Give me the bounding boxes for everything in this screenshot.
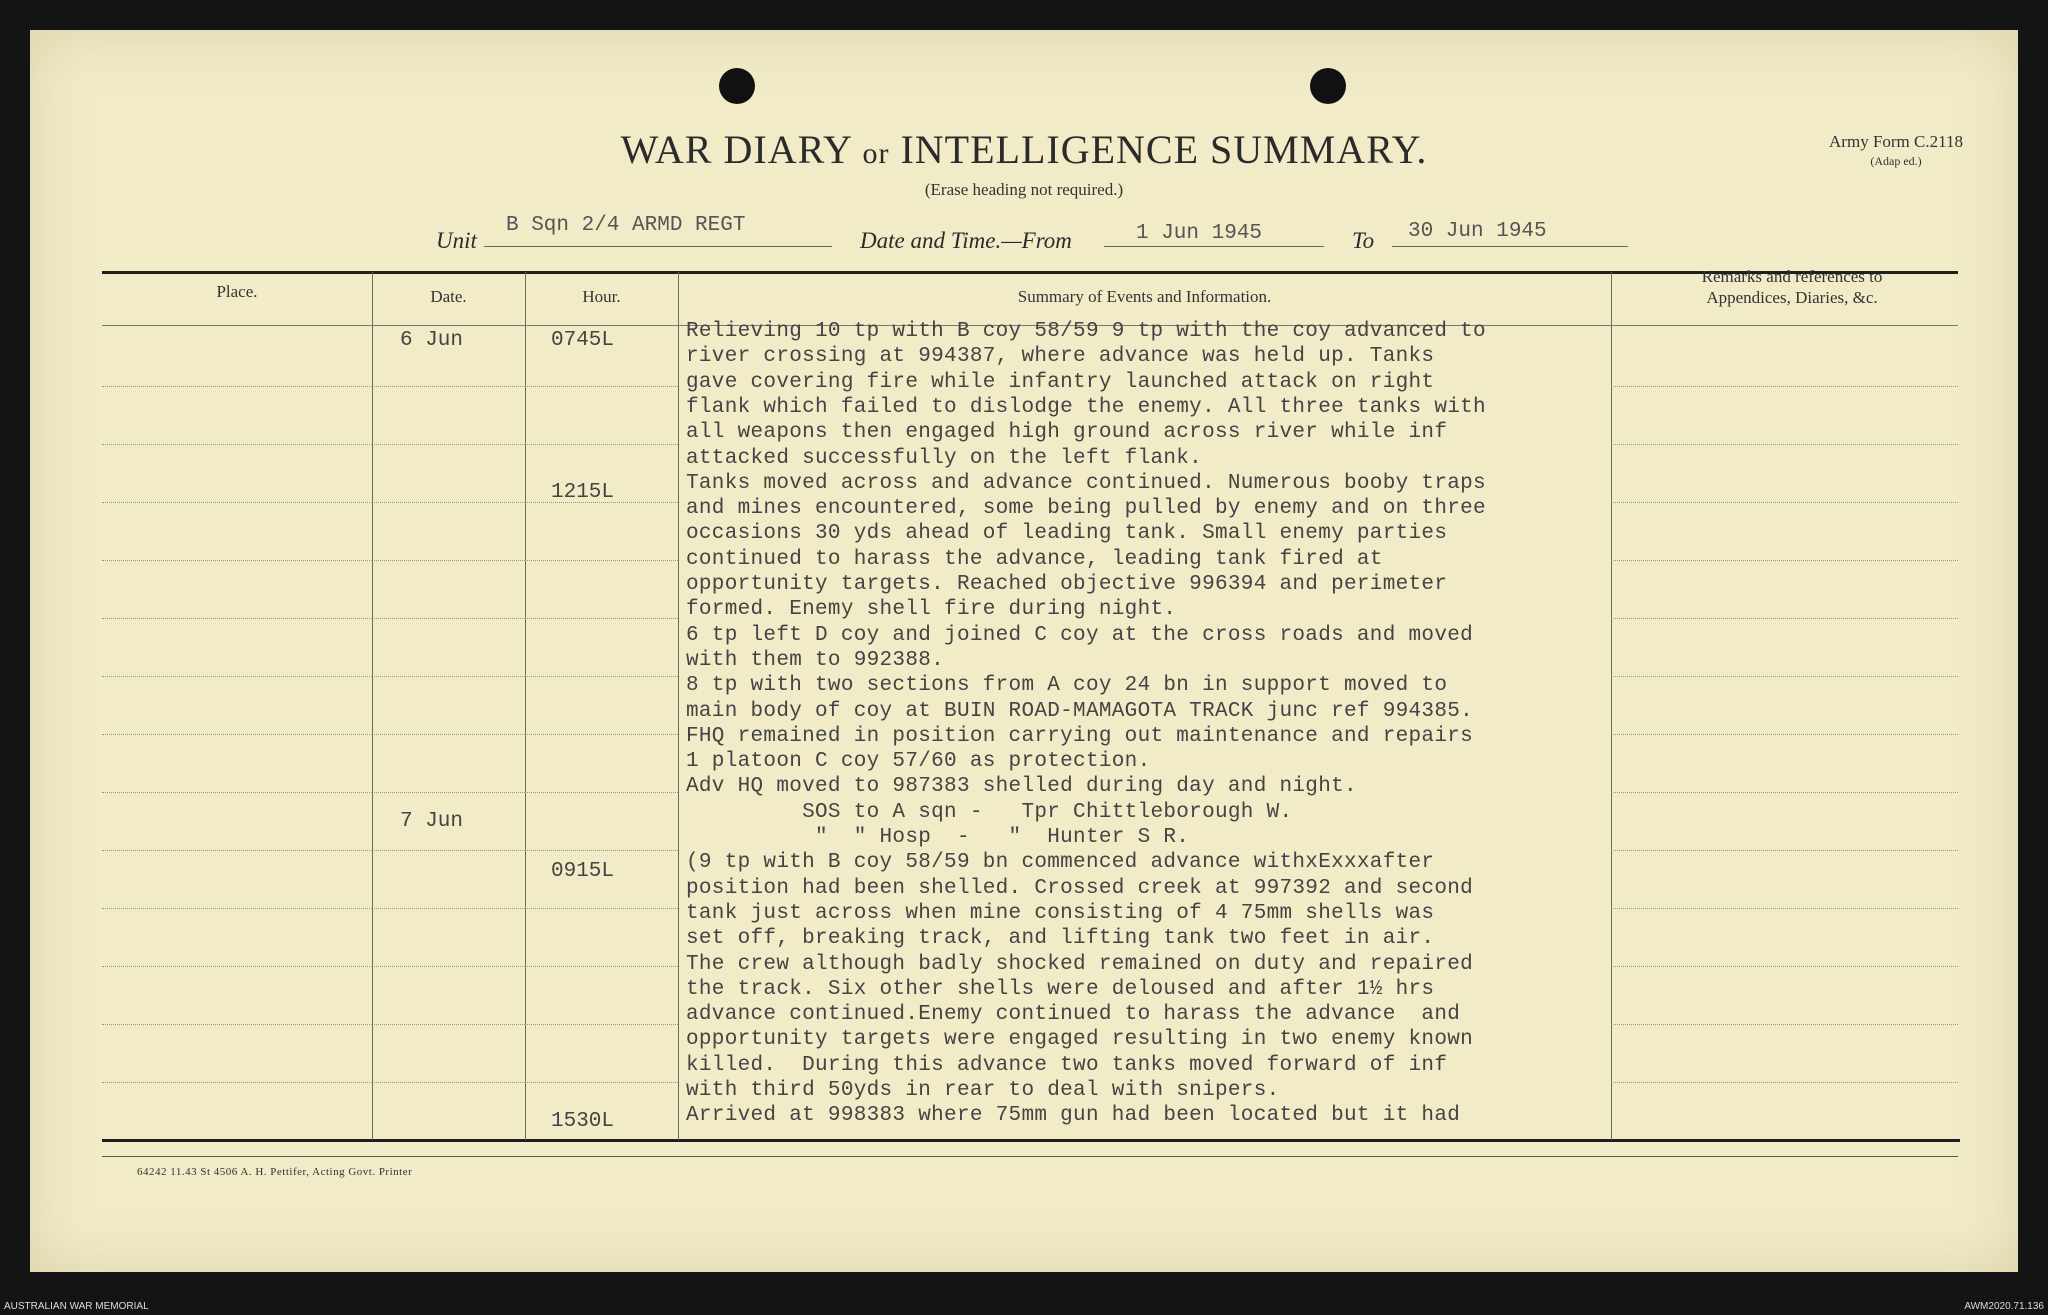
summary-line: " " Hosp - " Hunter S R. [686,826,1190,849]
summary-line: Adv HQ moved to 987383 shelled during day and night. [686,775,1357,799]
ruled-line [525,386,678,387]
ruled-line [102,386,372,387]
entry-date-6jun: 6 Jun [400,329,464,352]
date-to-value: 30 Jun 1945 [1408,220,1547,243]
summary-line: formed. Enemy shell fire during night. [686,598,1177,622]
printer-imprint: 64242 11.43 St 4506 A. H. Pettifer, Acting Govt. Printer [137,1166,413,1178]
col-divider-place-date [372,272,373,1140]
remarks-header-line1: Remarks and references to [1701,267,1883,286]
to-underline [1392,246,1628,247]
col-divider-summary-remarks [1611,272,1612,1140]
ruled-line [372,560,525,561]
army-form-label [1829,132,1963,169]
col-header-date: Date. [430,287,467,306]
table-bottom-rule [102,1139,1960,1142]
archive-label: AUSTRALIAN WAR MEMORIAL [4,1301,149,1312]
summary-line: 8 tp with two sections from A coy 24 bn in support moved to [686,674,1448,698]
page-title [0,126,2048,173]
punch-hole-right [1310,68,1346,104]
ruled-line [1611,386,1958,387]
summary-line: continued to harass the advance, leading tank fired at [686,547,1383,571]
army-form-number: Army Form C.2118 [1829,132,1963,151]
ruled-line [372,1082,525,1083]
entry-hour-1530: 1530L [551,1110,615,1133]
ruled-line [1611,1024,1958,1025]
ruled-line [525,908,678,909]
date-from-value: 1 Jun 1945 [1136,222,1263,245]
army-form-sub: (Adap ed.) [1870,154,1922,168]
ruled-line [102,966,372,967]
ruled-line [1611,734,1958,735]
punch-hole-left [719,68,755,104]
ruled-line [102,792,372,793]
col-divider-date-hour [525,272,526,1140]
subtitle: (Erase heading not required.) [924,180,1124,199]
unit-date-row [0,214,2048,254]
summary-line: Tanks moved across and advance continued. Numerous booby traps [686,471,1486,495]
summary-line: all weapons then engaged high ground across river while inf [686,421,1448,445]
unit-label: Unit [436,228,477,253]
title-intelligence-summary: INTELLIGENCE SUMMARY. [900,127,1428,172]
ruled-line [372,676,525,677]
col-header-place: Place. [216,282,258,301]
ruled-line [525,1082,678,1083]
summary-line: opportunity targets were engaged resulting in two enemy known [686,1028,1474,1052]
summary-line: with third 50yds in rear to deal with snipers. [686,1079,1280,1102]
title-war-diary: WAR DIARY [620,127,852,172]
ruled-line [102,444,372,445]
ruled-line [102,560,372,561]
ruled-line [525,850,678,851]
ruled-line [372,734,525,735]
ruled-line [1611,908,1958,909]
date-to-label: To [1352,228,1375,253]
summary-line: advance continued.Enemy continued to harass the advance and [686,1003,1461,1027]
ruled-line [372,1024,525,1025]
summary-line: river crossing at 994387, where advance was held up. Tanks [686,345,1435,369]
ruled-line [1611,502,1958,503]
ruled-line [372,386,525,387]
ruled-line [372,966,525,967]
entry-hour-0745: 0745L [551,329,615,352]
summary-line: (9 tp with B coy 58/59 bn commenced advance withxExxxafter [686,851,1435,875]
ruled-line [525,1024,678,1025]
summary-line: opportunity targets. Reached objective 996394 and perimeter [686,573,1448,596]
summary-line: main body of coy at BUIN ROAD-MAMAGOTA TRACK junc ref 994385. [686,699,1474,723]
ruled-line [1611,444,1958,445]
summary-line: position had been shelled. Crossed creek at 997392 and second [686,876,1474,900]
summary-line: set off, breaking track, and lifting tank two feet in air. [686,927,1435,951]
ruled-line [1611,850,1958,851]
remarks-header-line2: Appendices, Diaries, &c. [1706,288,1878,307]
ruled-line [372,502,525,503]
title-or: or [862,137,890,170]
ruled-line [102,908,372,909]
unit-value: B Sqn 2/4 ARMD REGT [506,214,746,237]
ruled-line [1611,966,1958,967]
entry-hour-0915: 0915L [551,860,615,883]
ruled-line [1611,618,1958,619]
summary-line: flank which failed to dislodge the enemy. All three tanks with [686,395,1486,419]
summary-line: FHQ remained in position carrying out maintenance and repairs [686,724,1474,748]
ruled-line [525,734,678,735]
ruled-line [525,676,678,677]
col-header-hour: Hour. [582,287,621,306]
col-header-summary: Summary of Events and Information. [1017,287,1272,306]
ruled-line [102,850,372,851]
summary-line: and mines encountered, some being pulled by enemy and on three [686,497,1486,521]
footer-rule [102,1156,1958,1157]
summary-line: occasions 30 yds ahead of leading tank. Small enemy parties [686,522,1448,546]
archive-reference: AWM2020.71.136 [1964,1301,2044,1312]
summary-line: tank just across when mine consisting of 4 75mm shells was [686,901,1435,925]
summary-line: gave covering fire while infantry launched attack on right [686,370,1435,394]
summary-line: 1 platoon C coy 57/60 as protection. [686,750,1151,774]
ruled-line [102,502,372,503]
ruled-line [1611,676,1958,677]
ruled-line [372,792,525,793]
ruled-line [102,1082,372,1083]
ruled-line [102,676,372,677]
summary-line: attacked successfully on the left flank. [686,446,1203,470]
ruled-line [1611,560,1958,561]
ruled-line [525,618,678,619]
ruled-line [372,850,525,851]
unit-underline [484,246,832,247]
ruled-line [1611,1082,1958,1083]
ruled-line [102,734,372,735]
summary-line: the track. Six other shells were deloused and after 1½ hrs [686,977,1435,1001]
summary-line: Relieving 10 tp with B coy 58/59 9 tp with the coy advanced to [686,320,1486,343]
ruled-line [372,908,525,909]
ruled-line [372,444,525,445]
ruled-line [372,618,525,619]
ruled-line [525,444,678,445]
col-divider-hour-summary [678,272,679,1140]
entry-hour-1215: 1215L [551,481,615,504]
summary-line: SOS to A sqn - Tpr Chittleborough W. [686,800,1293,824]
ruled-line [525,966,678,967]
ruled-line [525,792,678,793]
summary-line: 6 tp left D coy and joined C coy at the cross roads and moved [686,623,1474,647]
summary-line: killed. During this advance two tanks moved forward of inf [686,1053,1448,1077]
summary-line: Arrived at 998383 where 75mm gun had been located but it had [686,1104,1461,1128]
ruled-line [1611,792,1958,793]
col-header-remarks [1622,266,1962,308]
summary-line: The crew although badly shocked remained on duty and repaired [686,952,1474,976]
summary-line: with them to 992388. [686,648,945,672]
entry-date-7jun: 7 Jun [400,810,464,833]
ruled-line [102,618,372,619]
ruled-line [102,1024,372,1025]
ruled-line [525,560,678,561]
date-from-label: Date and Time.—From [860,228,1072,253]
from-underline [1104,246,1324,247]
